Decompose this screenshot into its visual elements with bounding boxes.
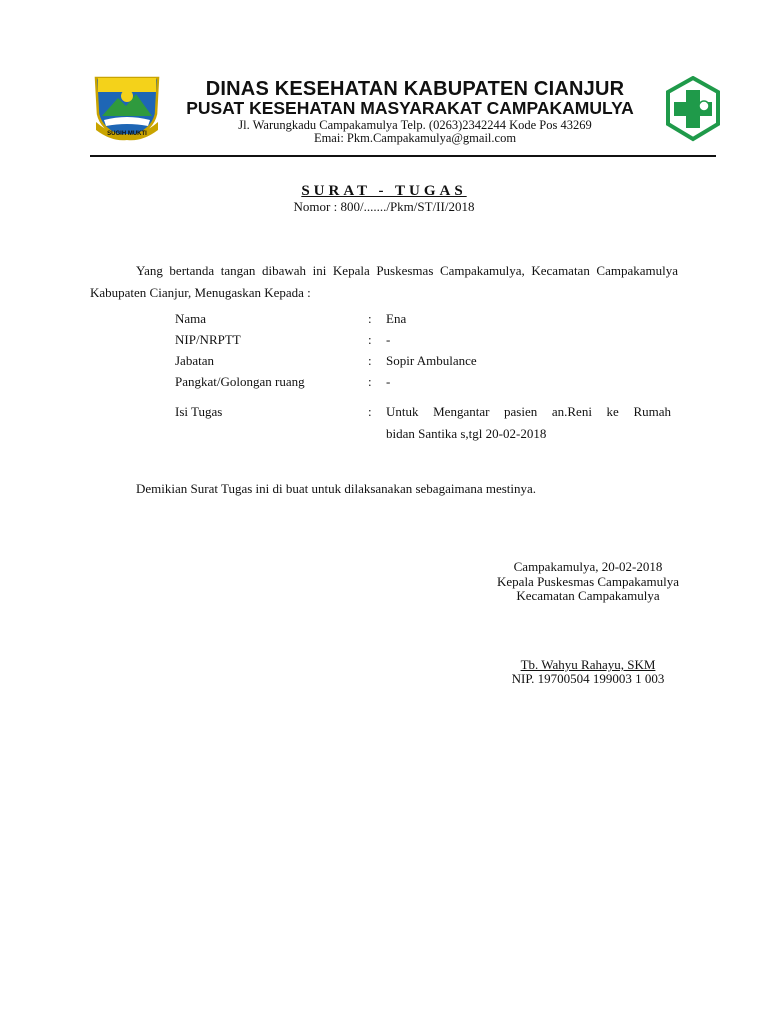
puskesmas-cross-icon [660,76,726,142]
field-colon: : [368,353,372,368]
task-line-1: Untuk Mengantar pasien an.Reni ke Rumah [386,404,671,419]
field-colon: : [368,332,372,347]
signature-district: Kecamatan Campakamulya [516,588,660,603]
field-label-pangkat: Pangkat/Golongan ruang [175,374,305,389]
task-line-2: bidan Santika s,tgl 20-02-2018 [386,426,547,441]
letterhead-divider [90,155,716,157]
signature-position: Kepala Puskesmas Campakamulya [497,574,679,589]
letterhead-email: Emai: Pkm.Campakamulya@gmail.com [313,131,517,145]
letterhead-line1: DINAS KESEHATAN KABUPATEN CIANJUR [205,78,625,100]
title-text: SURAT - TUGAS [301,183,467,199]
field-label-nama: Nama [175,311,207,326]
letterhead-line2: PUSAT KESEHATAN MASYARAKAT CAMPAKAMULYA [186,98,634,118]
field-colon: : [368,311,372,326]
field-value-nama: Ena [386,311,407,326]
letterhead-address: Jl. Warungkadu Campakamulya Telp. (0263)2342244 Kode Pos 43269 [238,118,592,132]
signer-nip: NIP. 19700504 199003 1 003 [511,671,665,686]
field-label-isi-tugas: Isi Tugas [175,404,223,419]
field-colon: : [368,374,372,389]
signature-place-date: Campakamulya, 20-02-2018 [513,559,663,574]
field-label-jabatan: Jabatan [175,353,214,368]
field-colon: : [368,404,372,419]
cianjur-crest-icon [92,74,162,142]
closing-sentence: Demikian Surat Tugas ini di buat untuk dilaksanakan sebagaimana mestinya. [136,481,537,496]
field-value-pangkat: - [386,374,391,389]
field-label-nip: NIP/NRPTT [175,332,241,347]
crest-motto: SUGIH MUKTI [107,131,147,137]
intro-paragraph: Yang bertanda tangan dibawah ini Kepala Puskesmas Campakamulya, Kecamatan Campakamulya Kabupaten Cianjur, Menugaskan Kepada : [90,263,678,300]
field-value-jabatan: Sopir Ambulance [386,353,477,368]
field-value-nip: - [386,332,391,347]
signer-name-text: Tb. Wahyu Rahayu, SKM [520,657,656,672]
document-number: Nomor : 800/......./Pkm/ST/II/2018 [293,199,475,214]
document-title [0,183,768,200]
